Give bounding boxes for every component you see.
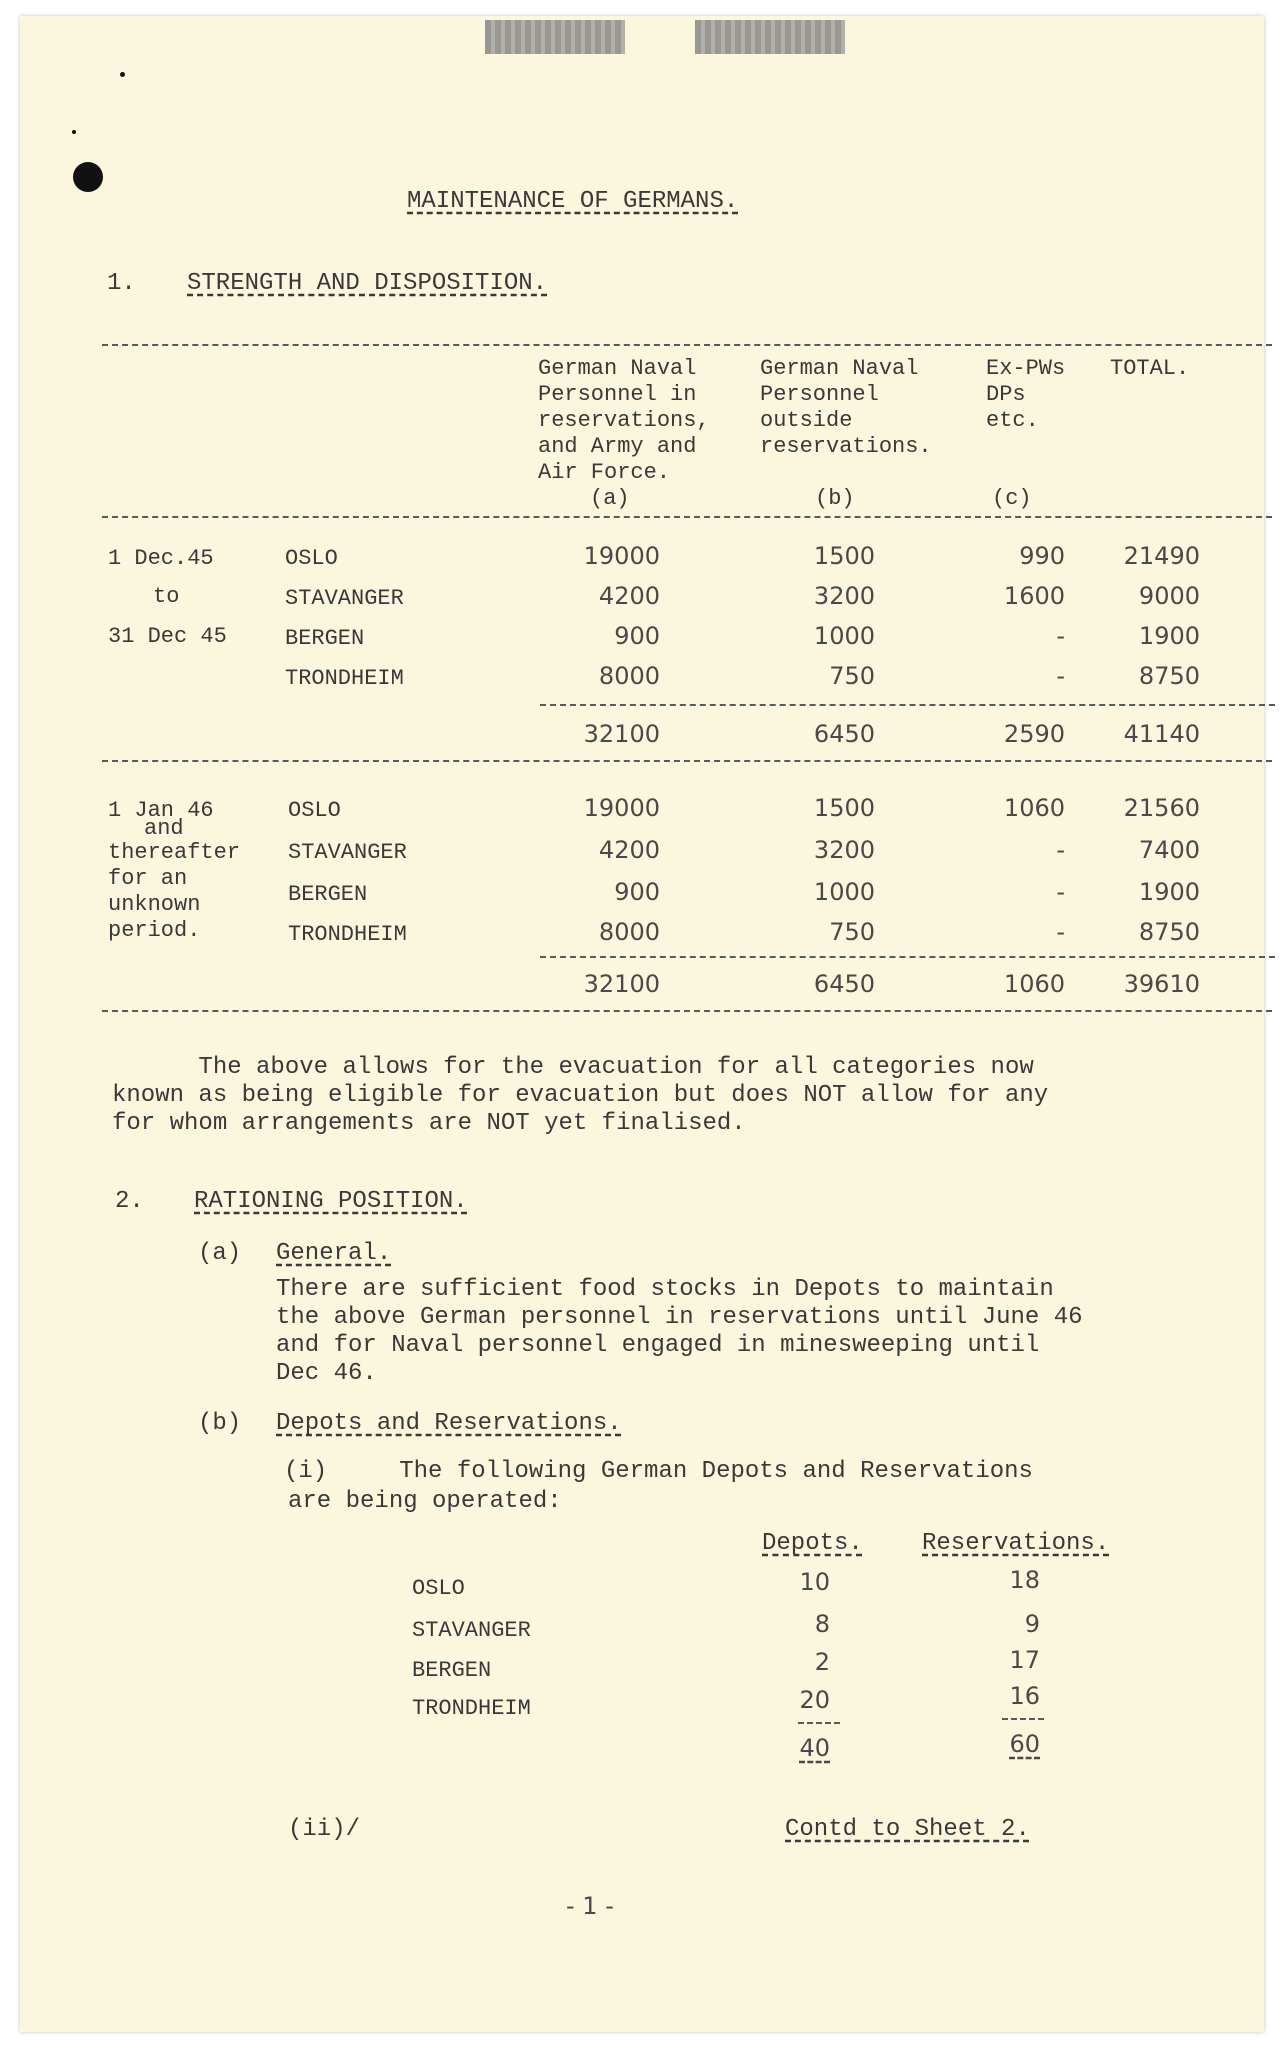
col-total-header: TOTAL. [1110, 356, 1190, 381]
period2-label-5: unknown [108, 892, 201, 917]
period2-label-2: and [144, 816, 184, 841]
period-separator-rule [102, 760, 1272, 762]
period2-sum-rule [540, 956, 1275, 958]
period2-label-6: period. [108, 918, 201, 943]
section1-number: 1. [107, 270, 136, 297]
redaction-mark-right [695, 20, 845, 54]
section2a-label: (a) [198, 1240, 242, 1267]
period1-label-3: 31 Dec 45 [108, 624, 227, 649]
section1-heading: STRENGTH AND DISPOSITION. [187, 270, 548, 297]
table-top-rule [102, 344, 1272, 346]
reservations-header: Reservations. [922, 1530, 1110, 1557]
depots-total: 40 [799, 1734, 830, 1762]
ink-dot [120, 72, 125, 77]
section2b-label: (b) [198, 1410, 242, 1437]
table-header-rule [102, 516, 1272, 518]
document-page: MAINTENANCE OF GERMANS. 1. STRENGTH AND DISPOSITION. German Naval Personnel in reservations, and Army and Air Force. (a) German Naval Personnel outside reservations. (b) Ex-PWs DPs etc. (c) TOTAL. 1 Dec.45 to 31 Dec 45 OSLO 19000 1500 990 21490 STAVANGER 4200 3200 1600 9000 BERGEN 900 1000 - 1900 TRONDHEIM 8000 750 - 8750 32100 6450 2590 41140 1 Jan 46 and thereafter for an unknown period. OSLO 19000 1500 1060 21560 STAVANGER 4200 3200 - 7400 BERGEN 900 1000 - 1900 TRONDHEIM 8000 750 - 8750 32100 6450 1060 39610 The above allows for the evacuation for all categories now known as being eligible for evacuation but does NOT allow for any for whom arrangements are NOT yet finalised. 2. RATIONING POSITION. (a) General. There are sufficient food stocks in Depots to maintain the above German personnel in reservations until June 46 and for Naval personnel engaged in minesweeping until Dec 46. (b) Depots and Reservations. (i) The following German Depots and Reservations are being operated: Depots. Reservations. OSLO 10 18 STAVANGER 8 9 BERGEN 2 17 TRONDHEIM 20 16 40 60 (ii)/ Contd to Sheet 2. - 1 - [20, 16, 1264, 2032]
depots-header: Depots. [762, 1530, 863, 1557]
depots-sum-rule [798, 1722, 840, 1724]
period1-sum-rule [540, 704, 1275, 706]
section2-heading: RATIONING POSITION. [194, 1188, 468, 1215]
continued-note: Contd to Sheet 2. [785, 1816, 1030, 1843]
section2b-i-line2: are being operated: [288, 1488, 562, 1515]
redaction-mark-left [485, 20, 625, 54]
punch-hole [73, 162, 103, 192]
ink-dot-2 [72, 130, 76, 134]
page-title: MAINTENANCE OF GERMANS. [407, 188, 739, 215]
section2-number: 2. [115, 1188, 144, 1215]
period1-label-2: to [153, 584, 180, 609]
page-number: - 1 - [566, 1892, 614, 1920]
section2b-heading: Depots and Reservations. [276, 1410, 622, 1437]
reservations-sum-rule [1002, 1718, 1044, 1720]
table-bottom-rule [102, 1010, 1272, 1012]
catchword: (ii)/ [288, 1816, 361, 1843]
period2-label-3: thereafter [108, 840, 241, 865]
section2b-i-line1: (i) The following German Depots and Reservations [284, 1458, 1033, 1485]
reservations-total: 60 [1009, 1730, 1040, 1758]
section2a-heading: General. [276, 1240, 392, 1267]
period2-label-4: for an [108, 866, 188, 891]
period1-label-1: 1 Dec.45 [108, 546, 214, 571]
period2-label-1: 1 Jan 46 [108, 798, 214, 823]
